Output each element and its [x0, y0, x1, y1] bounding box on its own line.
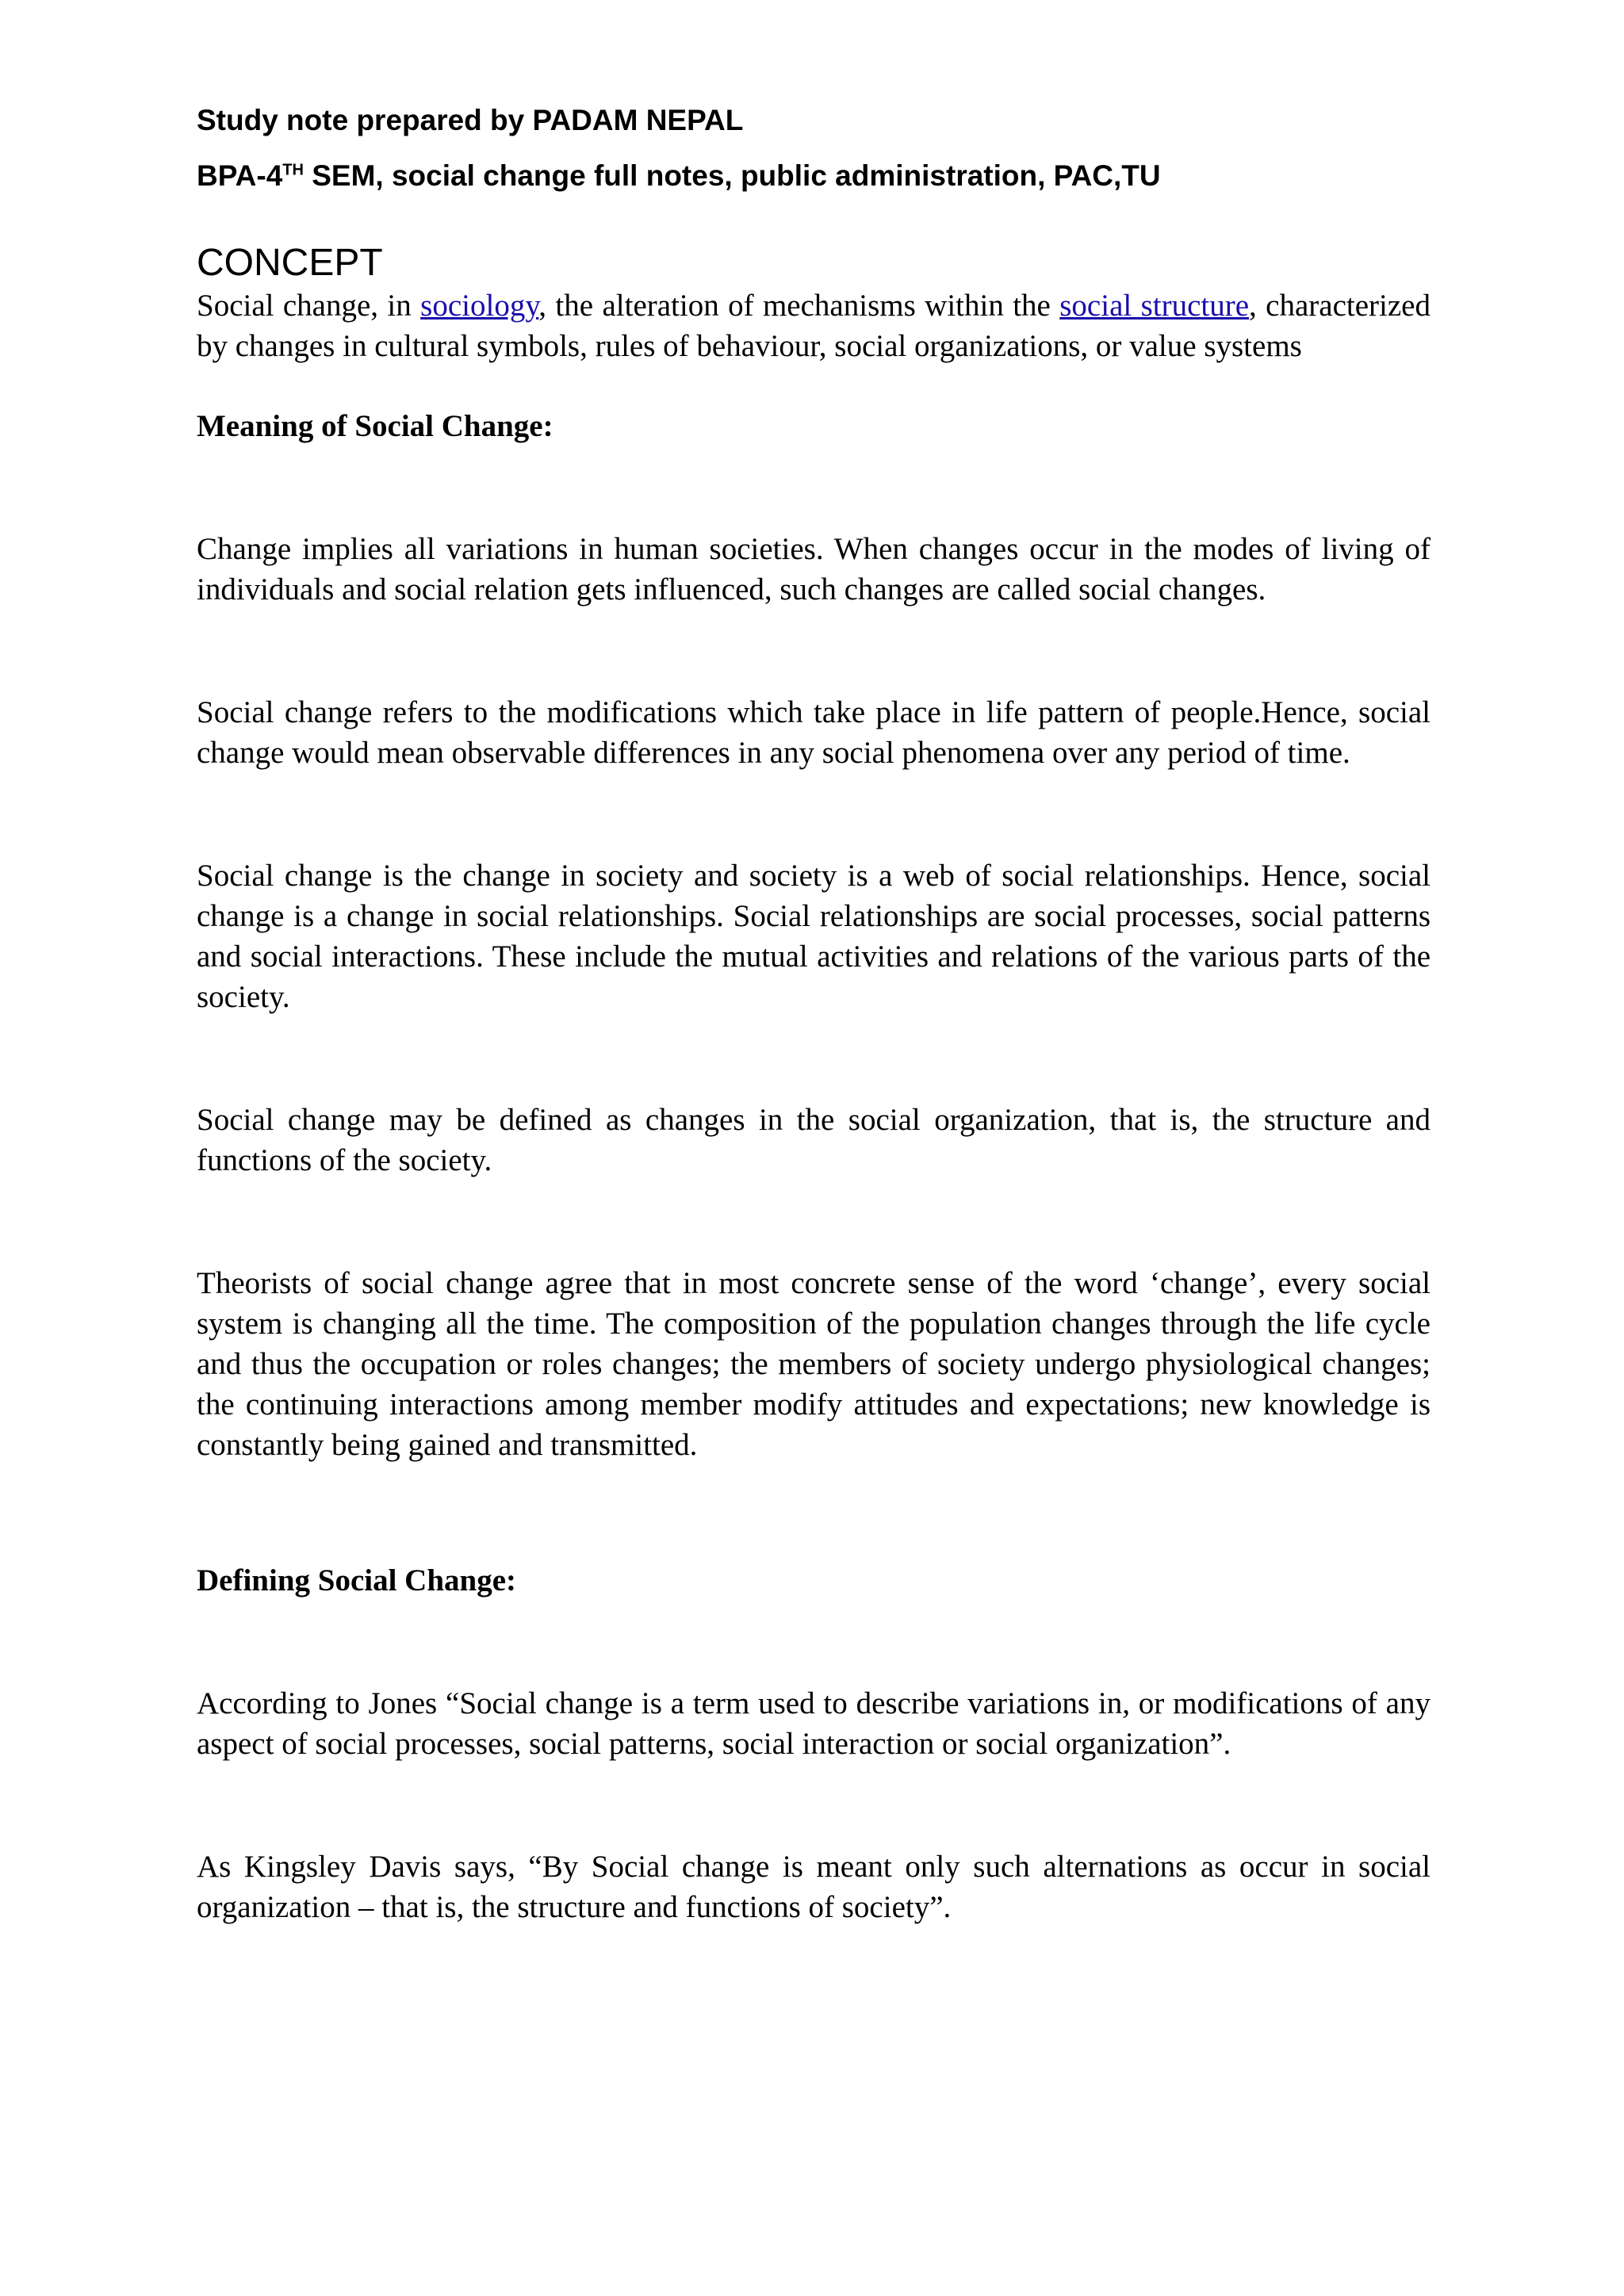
concept-paragraph — [197, 285, 1431, 366]
meaning-paragraph-3: Social change is the change in society and society is a web of social relationships. Hence, social change is a change in social relationships. Social relationships are social processes, social patterns and social interactions. These include the mutual activities and relations of the various parts of the society. — [197, 859, 1431, 1014]
concept-title: CONCEPT — [197, 242, 383, 284]
meaning-paragraph-5: Theorists of social change agree that in most concrete sense of the word ‘change’, every social system is changing all the time. The composition of the population changes through the life cycle and thus the occupation or roles changes; the members of society undergo physiological changes; the continuing interactions among member modify attitudes and expectations; new knowledge is constantly being gained and transmitted. — [197, 1266, 1431, 1462]
concept-text-3: , characterized by changes in cultural symbols, rules of behaviour, social organizations, or value systems — [197, 289, 1431, 363]
meaning-paragraph-4: Social change may be defined as changes in the social organization, that is, the structure and functions of the society. — [197, 1103, 1431, 1177]
defining-paragraph-2: As Kingsley Davis says, “By Social change is meant only such alternations as occur in social organization – that is, the structure and functions of society”. — [197, 1850, 1431, 1924]
author-line: Study note prepared by PADAM NEPAL — [197, 104, 744, 136]
spacer — [197, 1181, 1431, 1263]
concept-text-2: , the alteration of mechanisms within the — [538, 289, 1060, 323]
sociology-link[interactable]: sociology — [420, 289, 539, 323]
spacer — [197, 1465, 1431, 1560]
page-content — [197, 103, 1431, 1927]
meaning-heading: Meaning of Social Change: — [197, 409, 553, 443]
course-line — [197, 159, 1431, 193]
spacer — [197, 446, 1431, 529]
course-line-superscript: TH — [282, 161, 304, 179]
course-line-suffix: SEM, social change full notes, public administration, PAC,TU — [303, 159, 1161, 192]
concept-text-1: Social change, in — [197, 289, 421, 323]
spacer — [197, 1017, 1431, 1100]
defining-heading: Defining Social Change: — [197, 1563, 517, 1598]
social-structure-link[interactable]: social structure — [1059, 289, 1250, 323]
course-line-prefix: BPA-4 — [197, 159, 283, 192]
spacer — [197, 773, 1431, 855]
spacer — [197, 1601, 1431, 1683]
spacer — [197, 1764, 1431, 1846]
defining-paragraph-1: According to Jones “Social change is a term used to describe variations in, or modifications of any aspect of social processes, social patterns, social interaction or social organization”. — [197, 1686, 1431, 1761]
meaning-paragraph-2: Social change refers to the modifications which take place in life pattern of people.Hence, social change would mean observable differences in any social phenomena over any period of time. — [197, 695, 1431, 770]
spacer — [197, 366, 1431, 406]
spacer — [197, 610, 1431, 692]
meaning-paragraph-1: Change implies all variations in human societies. When changes occur in the modes of living of individuals and social relation gets influenced, such changes are called social changes. — [197, 532, 1431, 607]
